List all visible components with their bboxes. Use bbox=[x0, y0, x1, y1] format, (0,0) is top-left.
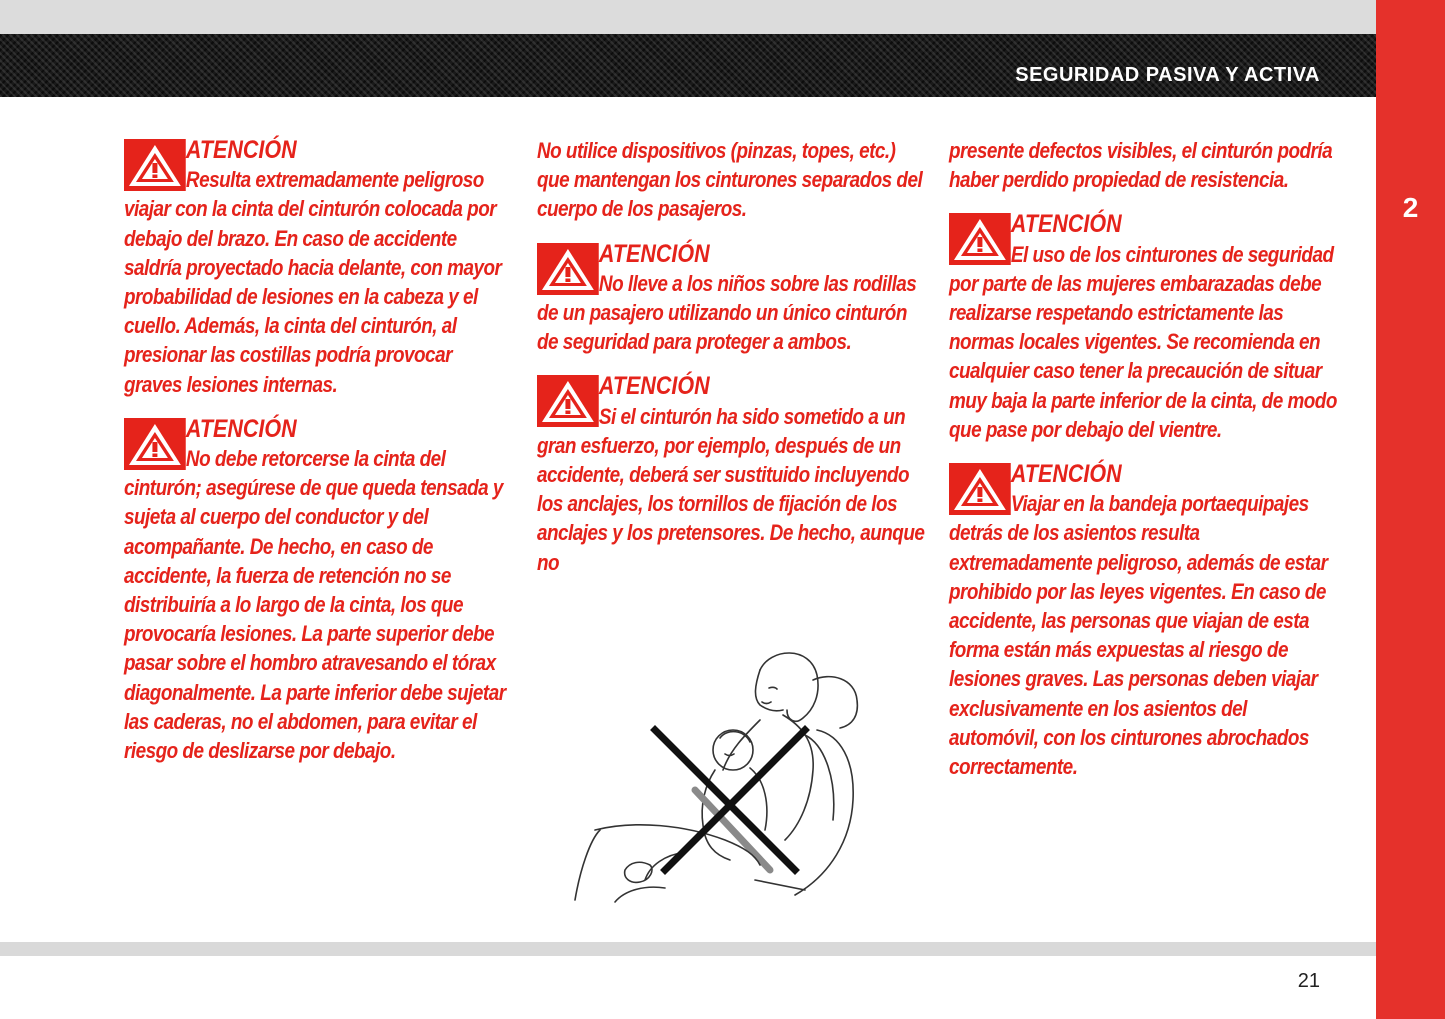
warning-title: ATENCIÓN bbox=[185, 414, 297, 443]
woman-face bbox=[755, 670, 783, 711]
warning-block bbox=[949, 460, 1338, 781]
warning-text: Resulta extremadamente peligroso viajar con la cinta del cinturón colocada por debajo del brazo. En caso de accidente saldría proyectado hacia delante, con mayor probabilidad de lesiones en la cabeza y el cuello. Además, la cinta del cinturón, al presionar las costillas podría provocar graves lesiones internas. bbox=[124, 167, 502, 397]
warning-block bbox=[537, 240, 926, 357]
warning-triangle-icon bbox=[949, 463, 1011, 515]
warning-title: ATENCIÓN bbox=[185, 136, 297, 164]
top-gray-strip bbox=[0, 0, 1376, 34]
warning-text: No lleve a los niños sobre las rodillas de un pasajero utilizando un único cinturón de seguridad para proteger a ambos. bbox=[537, 270, 917, 355]
footer-gray-strip bbox=[0, 942, 1376, 956]
continued-text: No utilice dispositivos (pinzas, topes, etc.) que mantengan los cinturones separados del cuerpo de los pasajeros. bbox=[537, 138, 923, 222]
warning-text: Si el cinturón ha sido sometido a un gran esfuerzo, por ejemplo, después de un accidente, deberá ser sustituido incluyendo los anclajes, los tornillos de fijación de los anclajes y los pretensores. De hecho, aunque no bbox=[537, 403, 925, 575]
warning-text: El uso de los cinturones de seguridad por parte de las mujeres embarazadas debe realizarse respetando estrictamente las normas locales vigentes. Se recomienda en cualquier caso tener la precaución de situar muy baja la parte inferior de la cinta, de modo que pase por debajo del vientre. bbox=[949, 241, 1337, 442]
warning-title: ATENCIÓN bbox=[1010, 210, 1122, 239]
warning-triangle-icon bbox=[124, 418, 186, 470]
chapter-sidebar bbox=[1376, 0, 1445, 1019]
warning-text: No debe retorcerse la cinta del cinturón; asegúrese de que queda tensada y sujeta al cuerpo del conductor y del acompañante. De hecho, en caso de accidente, la fuerza de retención no se distribuiría a lo largo de la cinta, los que provocaría lesiones. La parte superior debe pasar sobre el hombro atravesando el tórax diagonalmente. La parte inferior debe sujetar las caderas, no el abdomen, para evitar el riesgo de deslizarse por debajo. bbox=[124, 446, 506, 764]
warning-triangle-icon bbox=[949, 213, 1011, 265]
warning-title: ATENCIÓN bbox=[598, 372, 710, 401]
header-band bbox=[0, 34, 1376, 97]
warning-block bbox=[537, 372, 926, 576]
warning-text: Viajar en la bandeja portaequipajes detrás de los asientos resulta extremadamente peligroso, además de estar prohibido por las leyes vigentes. En caso de accidente, las personas que viajan de esta forma están más expuestas al riesgo de lesiones graves. Las personas deben viajar exclusivamente en los asientos del automóvil, con los cinturones abrochados correctamente. bbox=[949, 491, 1328, 780]
warning-block bbox=[124, 136, 513, 399]
woman-hair bbox=[760, 653, 818, 721]
warning-block bbox=[949, 210, 1338, 444]
section-title: SEGURIDAD PASIVA Y ACTIVA bbox=[1015, 64, 1320, 86]
warning-triangle-icon bbox=[537, 375, 599, 427]
child-on-lap-crossed-illustration bbox=[555, 640, 865, 905]
prohibition-x-line bbox=[655, 730, 795, 870]
page-number: 21 bbox=[1297, 970, 1320, 992]
column-2 bbox=[537, 136, 927, 593]
prohibition-x-line bbox=[665, 730, 805, 870]
chapter-number: 2 bbox=[1402, 192, 1419, 223]
column-3 bbox=[949, 136, 1339, 797]
warning-block bbox=[124, 415, 513, 765]
seat-headrest bbox=[813, 677, 857, 728]
warning-triangle-icon bbox=[537, 243, 599, 295]
column-1 bbox=[124, 136, 514, 781]
continued-text: presente defectos visibles, el cinturón podría haber perdido propiedad de resistencia. bbox=[949, 138, 1333, 193]
warning-title: ATENCIÓN bbox=[598, 239, 710, 268]
warning-triangle-icon bbox=[124, 139, 186, 191]
warning-title: ATENCIÓN bbox=[1010, 460, 1122, 489]
